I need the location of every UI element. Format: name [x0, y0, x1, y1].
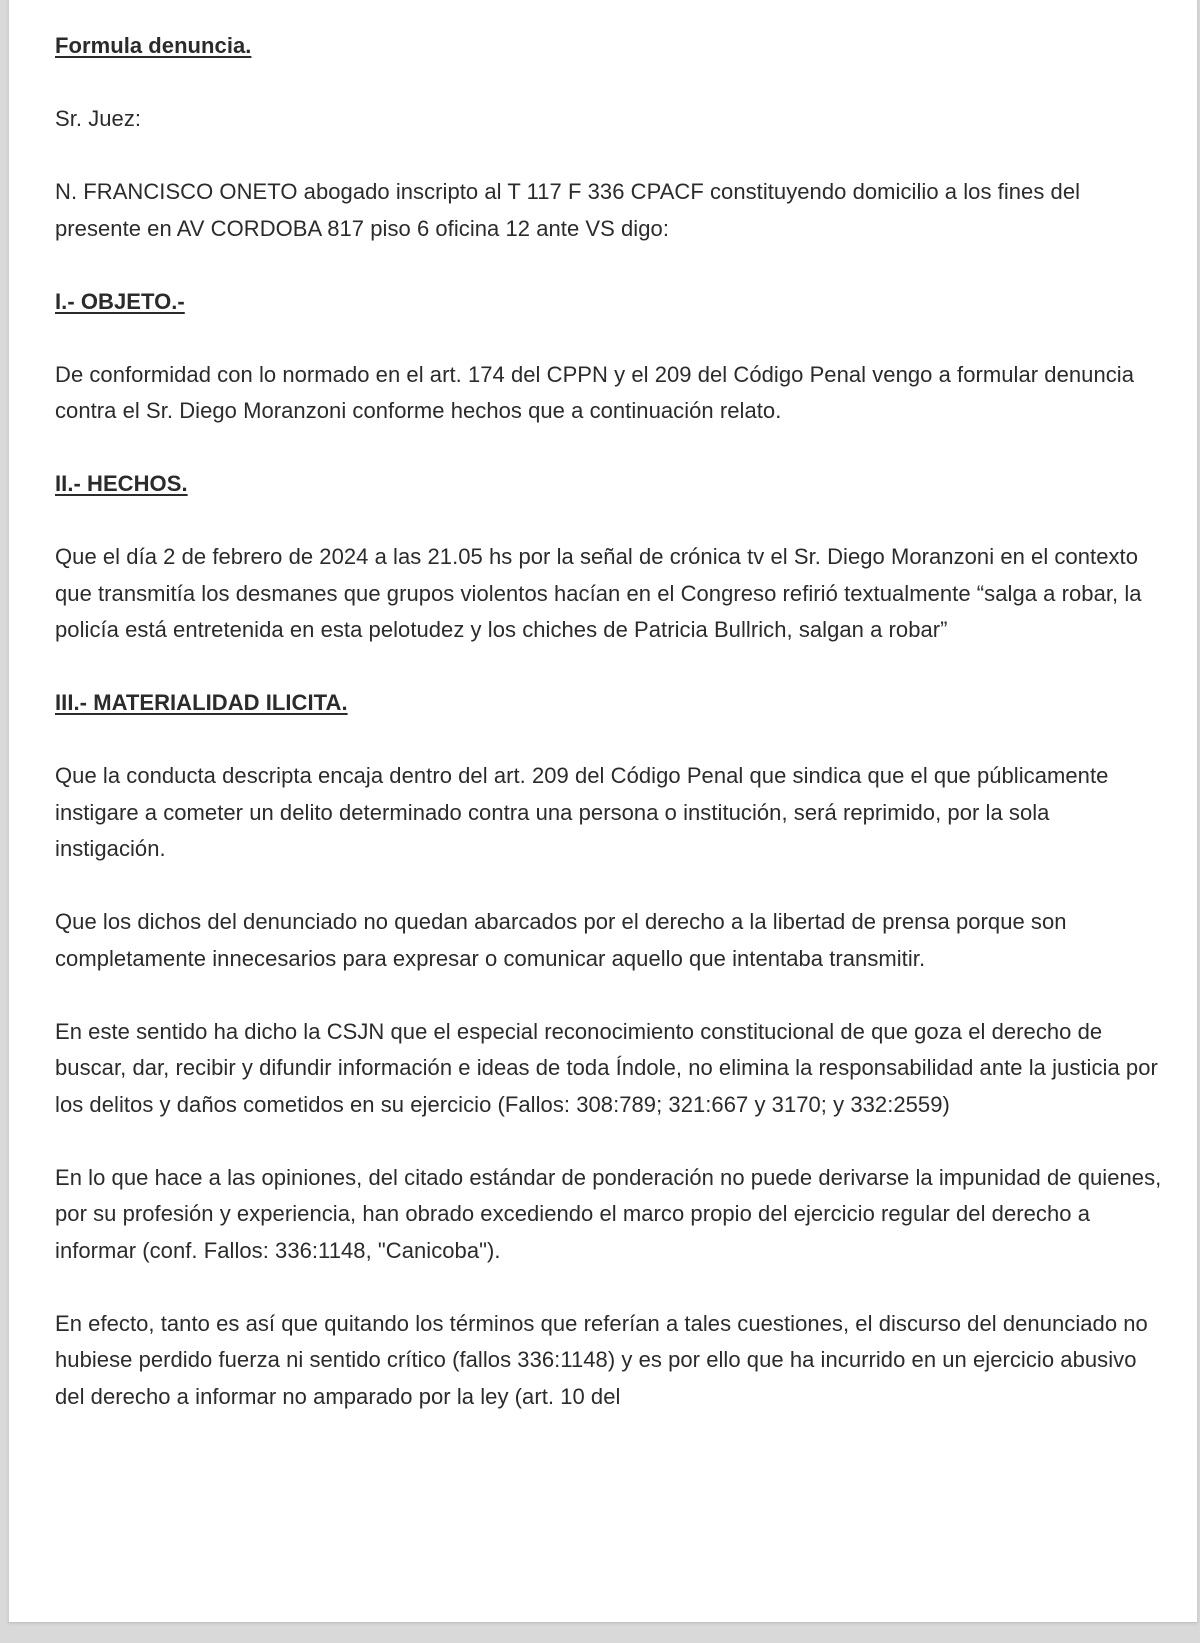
- paragraph-hechos: Que el día 2 de febrero de 2024 a las 21.05 hs por la señal de crónica tv el Sr. Diego Moranzoni en el contexto que transmitía los desmanes que grupos violentos hacían en el Congreso refirió textualmente “salga a robar, la policía está entretenida en esta pelotudez y los chiches de Patricia Bullrich, salgan a robar”: [55, 544, 1142, 642]
- paragraph-materialidad-2: Que los dichos del denunciado no quedan abarcados por el derecho a la libertad de prensa porque son completamente innecesarios para expresar o comunicar aquello que intentaba transmitir.: [55, 909, 1067, 971]
- paragraph-materialidad-1: Que la conducta descripta encaja dentro del art. 209 del Código Penal que sindica que el que públicamente instigare a cometer un delito determinado contra una persona o institución, será reprimido, por la sola instigación.: [55, 763, 1109, 861]
- section-heading-materialidad: III.- MATERIALIDAD ILICITA.: [55, 690, 348, 715]
- paragraph-materialidad-5: En efecto, tanto es así que quitando los términos que referían a tales cuestiones, el discurso del denunciado no hubiese perdido fuerza ni sentido crítico (fallos 336:1148) y es por ello que ha incurrido en un ejercicio abusivo del derecho a informar no amparado por la ley (art. 10 del: [55, 1310, 1148, 1409]
- document-title: Formula denuncia.: [55, 33, 252, 58]
- document-body: [55, 28, 1165, 1452]
- intro-paragraph: N. FRANCISCO ONETO abogado inscripto al T 117 F 336 CPACF constituyendo domicilio a los fines del presente en AV CORDOBA 817 piso 6 oficina 12 ante VS digo:: [55, 179, 1081, 241]
- paragraph-objeto: De conformidad con lo normado en el art. 174 del CPPN y el 209 del Código Penal vengo a formular denuncia contra el Sr. Diego Moranzoni conforme hechos que a continuación relato.: [55, 361, 1135, 423]
- document-page: [8, 0, 1198, 1623]
- salutation: Sr. Juez:: [55, 106, 142, 131]
- paragraph-materialidad-3: En este sentido ha dicho la CSJN que el especial reconocimiento constitucional de que goza el derecho de buscar, dar, recibir y difundir información e ideas de toda Índole, no elimina la responsabilidad ante la justicia por los delitos y daños cometidos en su ejercicio (Fallos: 308:789; 321:667 y 3170; y 332:2559): [55, 1018, 1158, 1117]
- section-heading-objeto: I.- OBJETO.-: [55, 288, 185, 314]
- paragraph-materialidad-4: En lo que hace a las opiniones, del citado estándar de ponderación no puede derivarse la impunidad de quienes, por su profesión y experiencia, han obrado excediendo el marco propio del ejercicio regular del derecho a informar (conf. Fallos: 336:1148, "Canicoba").: [55, 1164, 1162, 1263]
- section-heading-hechos: II.- HECHOS.: [55, 471, 188, 496]
